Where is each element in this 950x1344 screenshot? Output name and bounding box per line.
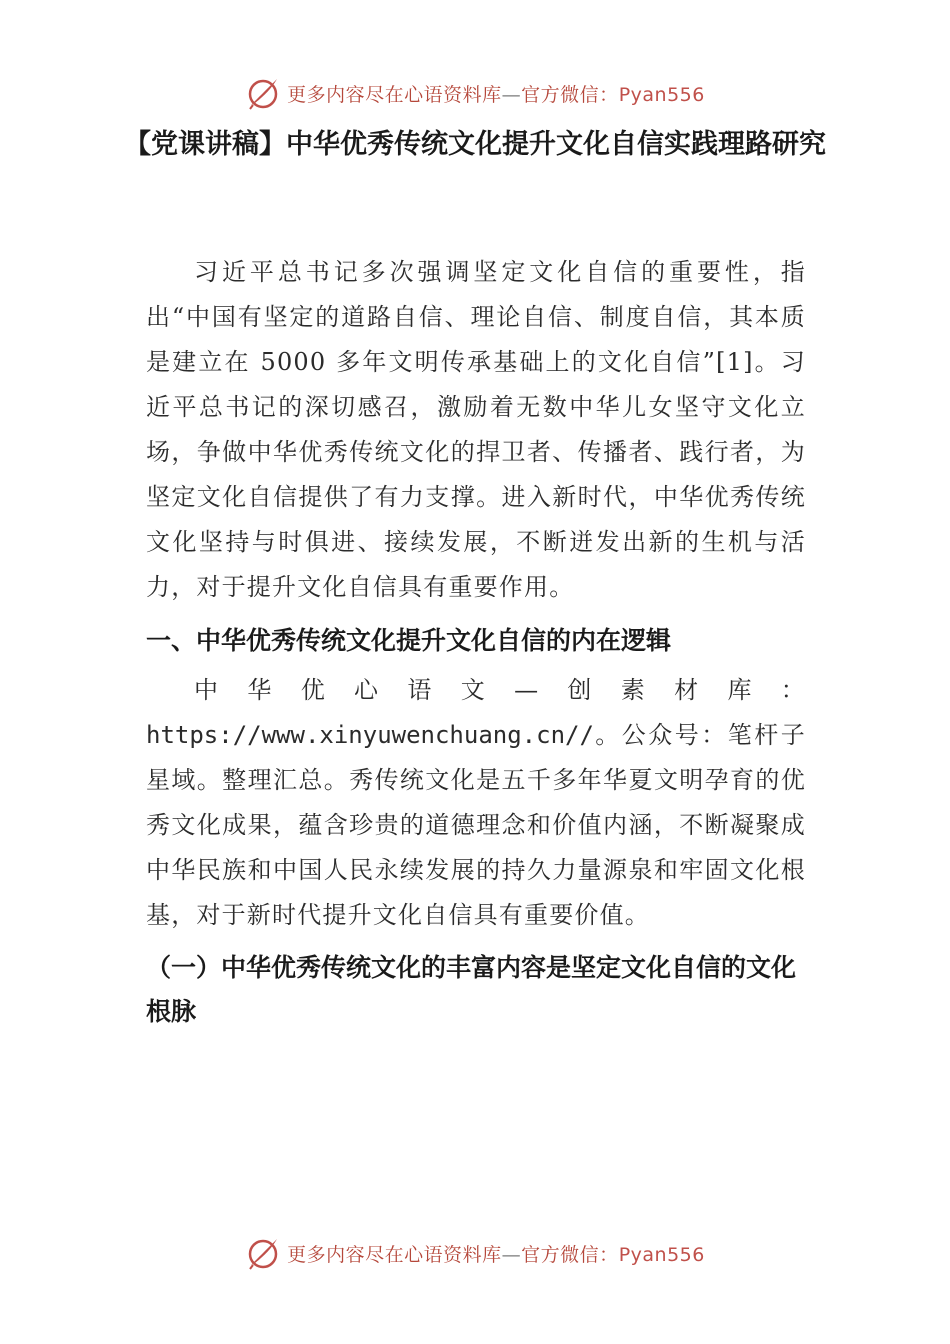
page-header-banner [0,72,950,114]
footer-banner-text [287,1240,705,1267]
document-title: 【党课讲稿】中华优秀传统文化提升文化自信实践理路研究 [124,129,826,160]
footer-banner-wechat-id: Pyan556 [618,1243,705,1266]
resource-url-link[interactable]: https://www.xinyuwenchuang.cn// [146,721,594,749]
paragraph-rest-text: 。公众号：笔杆子星域。整理汇总。秀传统文化是五千多年华夏文明孕育的优秀文化成果，蕴含珍贵的道德理念和价值内涵，不断凝聚成中华民族和中国人民永续发展的持久力量源泉和牢固文化根基，对于新时代提升文化自信具有重要价值。 [146,721,806,929]
page-footer-banner [0,1232,950,1274]
document-body [146,250,806,1040]
body-paragraph-section-1 [146,668,806,938]
section-heading-1: 一、中华优秀传统文化提升文化自信的内在逻辑 [146,626,672,655]
quill-pen-logo-icon [245,1235,281,1271]
quill-pen-logo-icon [245,75,281,111]
header-banner-sep: — [501,83,522,106]
footer-banner-sep: — [501,1243,522,1266]
header-banner-text [287,80,705,107]
footer-banner-wechat-label: 官方微信： [521,1243,619,1266]
subsection-heading-1: （一）中华优秀传统文化的丰富内容是坚定文化自信的文化根脉 [146,953,797,1026]
footer-banner-main: 更多内容尽在心语资料库 [287,1243,502,1266]
body-paragraph-intro: 习近平总书记多次强调坚定文化自信的重要性，指出“中国有坚定的道路自信、理论自信、制度自信，其本质是建立在 5000 多年文明传承基础上的文化自信”[1]。习近平总书记的深切感召，激励着无数中华儿女坚守文化立场，争做中华优秀传统文化的捍卫者、传播者、践行者，为坚定文化自信提供了有力支撑。进入新时代，中华优秀传统文化坚持与时俱进、接续发展，不断迸发出新的生机与活力，对于提升文化自信具有重要作用。 [146,258,806,601]
paragraph-lead-text: 中华优心语文—创素材库： [194,676,806,704]
header-banner-wechat-id: Pyan556 [618,83,705,106]
header-banner-main: 更多内容尽在心语资料库 [287,83,502,106]
header-banner-wechat-label: 官方微信： [521,83,619,106]
